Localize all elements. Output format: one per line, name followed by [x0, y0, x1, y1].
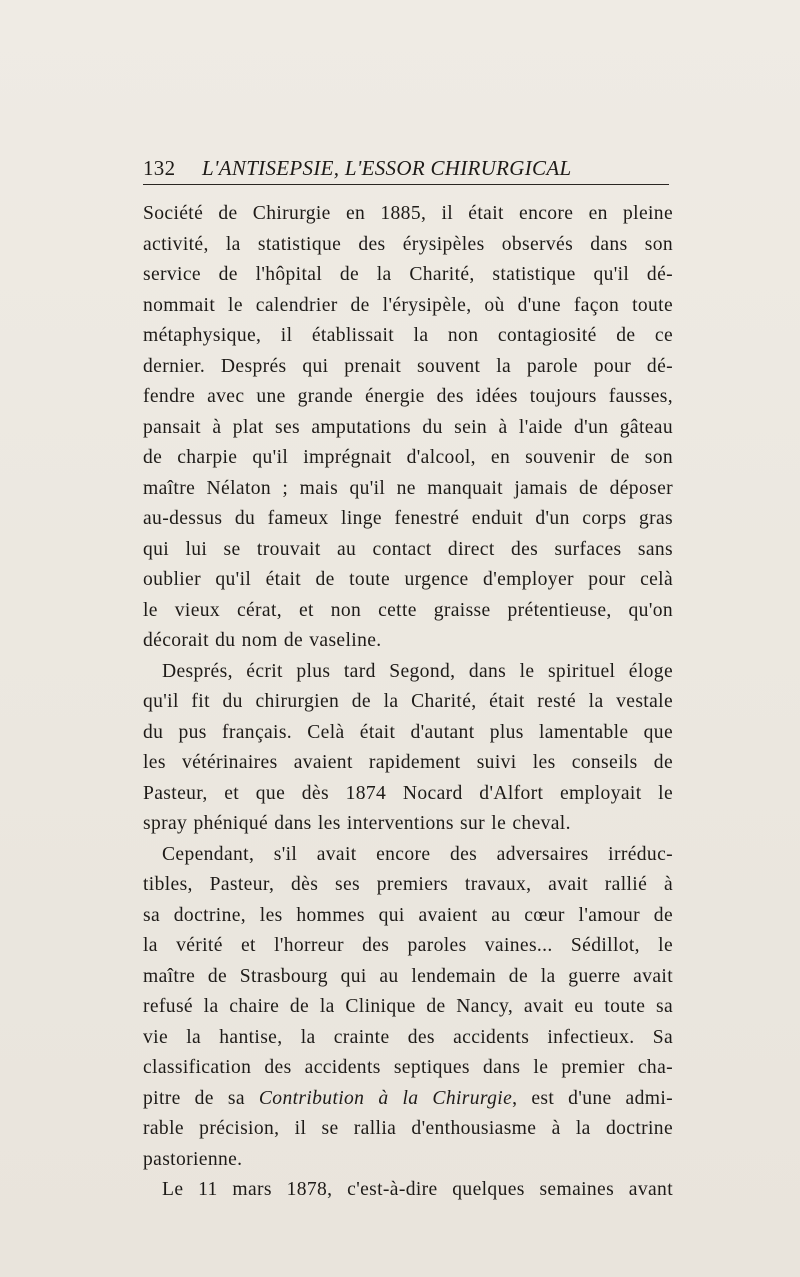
text-line: Société de Chirurgie en 1885, il était encore en pleine	[143, 203, 673, 224]
text-line: sa doctrine, les hommes qui avaient au cœur l'amour de	[143, 904, 673, 926]
text-line: vie la hantise, la crainte des accidents infectieux. Sa	[143, 1026, 673, 1048]
text-line: décorait du nom de vaseline.	[143, 630, 382, 651]
body-text	[143, 199, 673, 1206]
text-line: qui lui se trouvait au contact direct des surfaces sans	[143, 538, 673, 560]
text-line: activité, la statistique des érysipèles observés dans son	[143, 233, 673, 255]
text-line: pastorienne.	[143, 1148, 243, 1170]
book-title-citation: Contribution à la Chirurgie	[258, 1087, 513, 1109]
text-line: classification des accidents septiques dans le premier cha-	[143, 1057, 673, 1078]
text-line: spray phéniqué dans les interventions sur le cheval.	[143, 813, 571, 834]
text-fragment: , est d'une admi-	[512, 1087, 673, 1109]
text-line: maître de Strasbourg qui au lendemain de la guerre avait	[143, 965, 673, 987]
text-line: tibles, Pasteur, dès ses premiers travaux, avait rallié à	[143, 874, 673, 895]
text-line: qu'il fit du chirurgien de la Charité, était resté la vestale	[143, 691, 673, 712]
text-line: maître Nélaton ; mais qu'il ne manquait jamais de déposer	[143, 477, 673, 499]
text-line: Pasteur, et que dès 1874 Nocard d'Alfort employait le	[143, 782, 673, 804]
text-line-with-citation	[143, 1084, 673, 1115]
text-line: fendre avec une grande énergie des idées toujours fausses,	[143, 386, 673, 407]
text-line: nommait le calendrier de l'érysipèle, où d'une façon toute	[143, 294, 673, 316]
text-line: métaphysique, il établissait la non contagiosité de ce	[143, 325, 673, 346]
text-line: la vérité et l'horreur des paroles vaines... Sédillot, le	[143, 935, 673, 956]
page-header	[143, 154, 669, 185]
text-line: le vieux cérat, et non cette graisse prétentieuse, qu'on	[143, 599, 673, 621]
text-line: pansait à plat ses amputations du sein à l'aide d'un gâteau	[143, 416, 673, 438]
text-line: les vétérinaires avaient rapidement suivi les conseils de	[143, 752, 673, 773]
text-line: rable précision, il se rallia d'enthousiasme à la doctrine	[143, 1118, 673, 1139]
text-fragment: pitre de sa	[143, 1087, 259, 1109]
text-line: de charpie qu'il imprégnait d'alcool, en souvenir de son	[143, 447, 673, 468]
text-line: service de l'hôpital de la Charité, statistique qu'il dé-	[143, 264, 673, 285]
text-line: oublier qu'il était de toute urgence d'employer pour celà	[143, 569, 673, 590]
running-title: L'ANTISEPSIE, L'ESSOR CHIRURGICAL	[202, 156, 572, 180]
text-line: Després, écrit plus tard Segond, dans le spirituel éloge	[162, 660, 673, 682]
text-line: au-dessus du fameux linge fenestré enduit d'un corps gras	[143, 508, 673, 529]
text-line: Le 11 mars 1878, c'est-à-dire quelques semaines avant	[162, 1179, 673, 1200]
text-line: refusé la chaire de la Clinique de Nancy, avait eu toute sa	[143, 996, 673, 1017]
text-line: Cependant, s'il avait encore des adversaires irréduc-	[162, 843, 673, 865]
text-line: du pus français. Celà était d'autant plus lamentable que	[143, 721, 673, 743]
page-number: 132	[143, 156, 176, 180]
text-line: dernier. Després qui prenait souvent la parole pour dé-	[143, 355, 673, 377]
